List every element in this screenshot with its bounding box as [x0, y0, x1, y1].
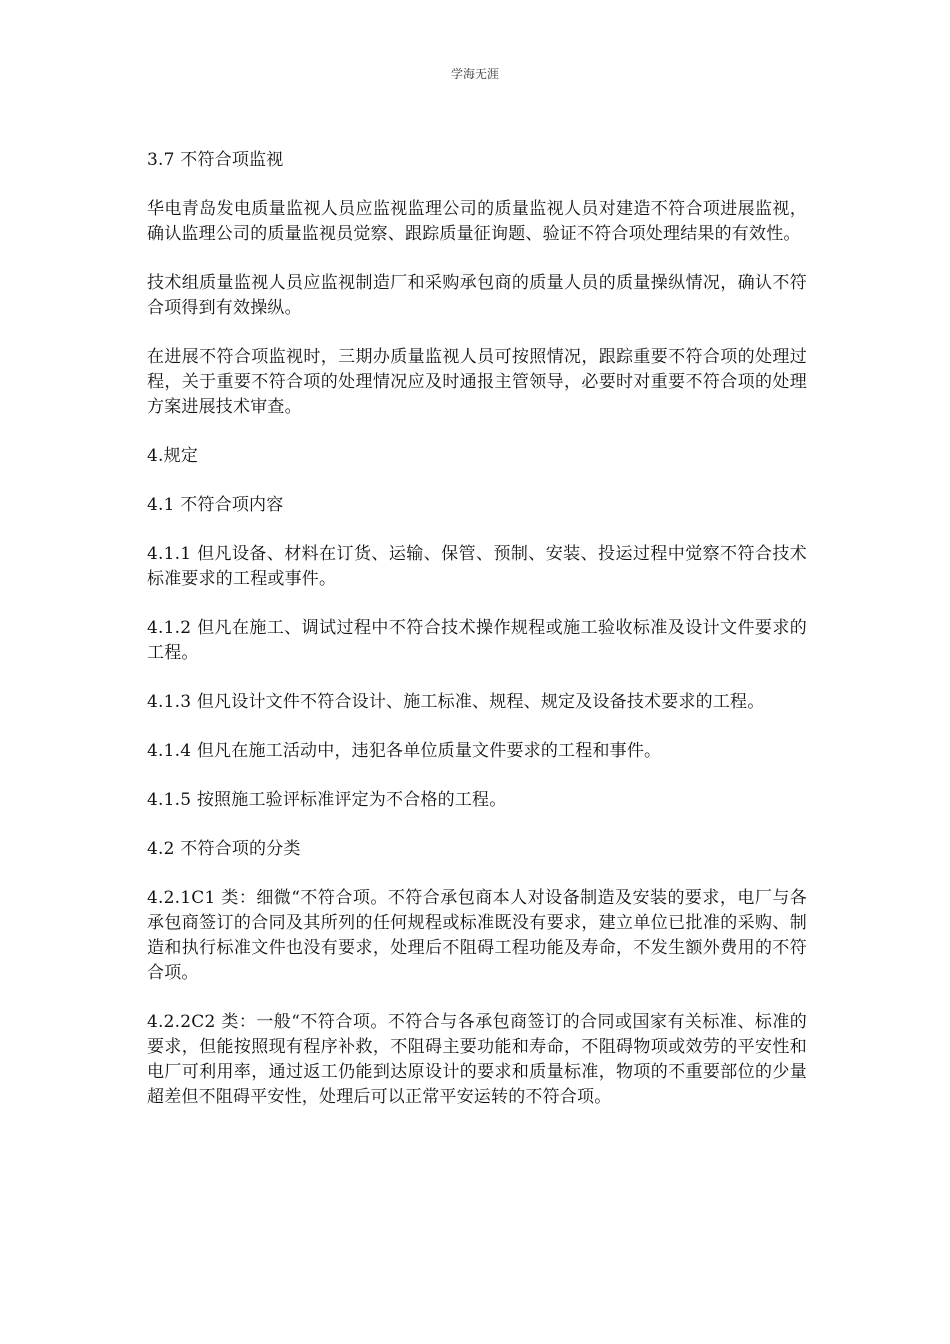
- paragraph: 4.1.4 但凡在施工活动中，违犯各单位质量文件要求的工程和事件。: [147, 741, 662, 761]
- paragraph: 4.2.2C2 类：一般“不符合项。不符合与各承包商签订的合同或国家有关标准、标准的要求，但能按照现有程序补救，不阻碍主要功能和寿命，不阻碍物项或效劳的平安性和电厂可利用率，通过返工仍能到达原设计的要求和质量标准，物项的不重要部位的少量超差但不阻碍平安性，处理后可以正常平安运转的不符合项。: [147, 1012, 807, 1107]
- section-heading-3-7: 3.7 不符合项监视: [147, 150, 284, 170]
- section-heading-4-1: 4.1 不符合项内容: [147, 495, 284, 515]
- paragraph: 4.1.2 但凡在施工、调试过程中不符合技术操作规程或施工验收标准及设计文件要求的工程。: [147, 618, 807, 663]
- paragraph: 在进展不符合项监视时，三期办质量监视人员可按照情况，跟踪重要不符合项的处理过程，关于重要不符合项的处理情况应及时通报主管领导，必要时对重要不符合项的处理方案进展技术审查。: [147, 347, 807, 417]
- paragraph: 4.1.3 但凡设计文件不符合设计、施工标准、规程、规定及设备技术要求的工程。: [147, 692, 765, 712]
- paragraph: 4.2.1C1 类：细微“不符合项。不符合承包商本人对设备制造及安装的要求，电厂与各承包商签订的合同及其所列的任何规程或标准既没有要求，建立单位已批准的采购、制造和执行标准文件也没有要求，处理后不阻碍工程功能及寿命，不发生额外费用的不符合项。: [147, 888, 807, 983]
- page-header: 学海无涯: [450, 67, 499, 81]
- document-body: [147, 148, 807, 1134]
- section-heading-4-2: 4.2 不符合项的分类: [147, 839, 301, 859]
- paragraph: 技术组质量监视人员应监视制造厂和采购承包商的质量人员的质量操纵情况，确认不符合项得到有效操纵。: [147, 273, 807, 318]
- paragraph: 4.1.5 按照施工验评标准评定为不合格的工程。: [147, 790, 507, 810]
- section-heading-4: 4.规定: [147, 446, 199, 466]
- paragraph: 华电青岛发电质量监视人员应监视监理公司的质量监视人员对建造不符合项进展监视，确认监理公司的质量监视员觉察、跟踪质量征询题、验证不符合项处理结果的有效性。: [147, 199, 807, 244]
- paragraph: 4.1.1 但凡设备、材料在订货、运输、保管、预制、安装、投运过程中觉察不符合技术标准要求的工程或事件。: [147, 544, 807, 589]
